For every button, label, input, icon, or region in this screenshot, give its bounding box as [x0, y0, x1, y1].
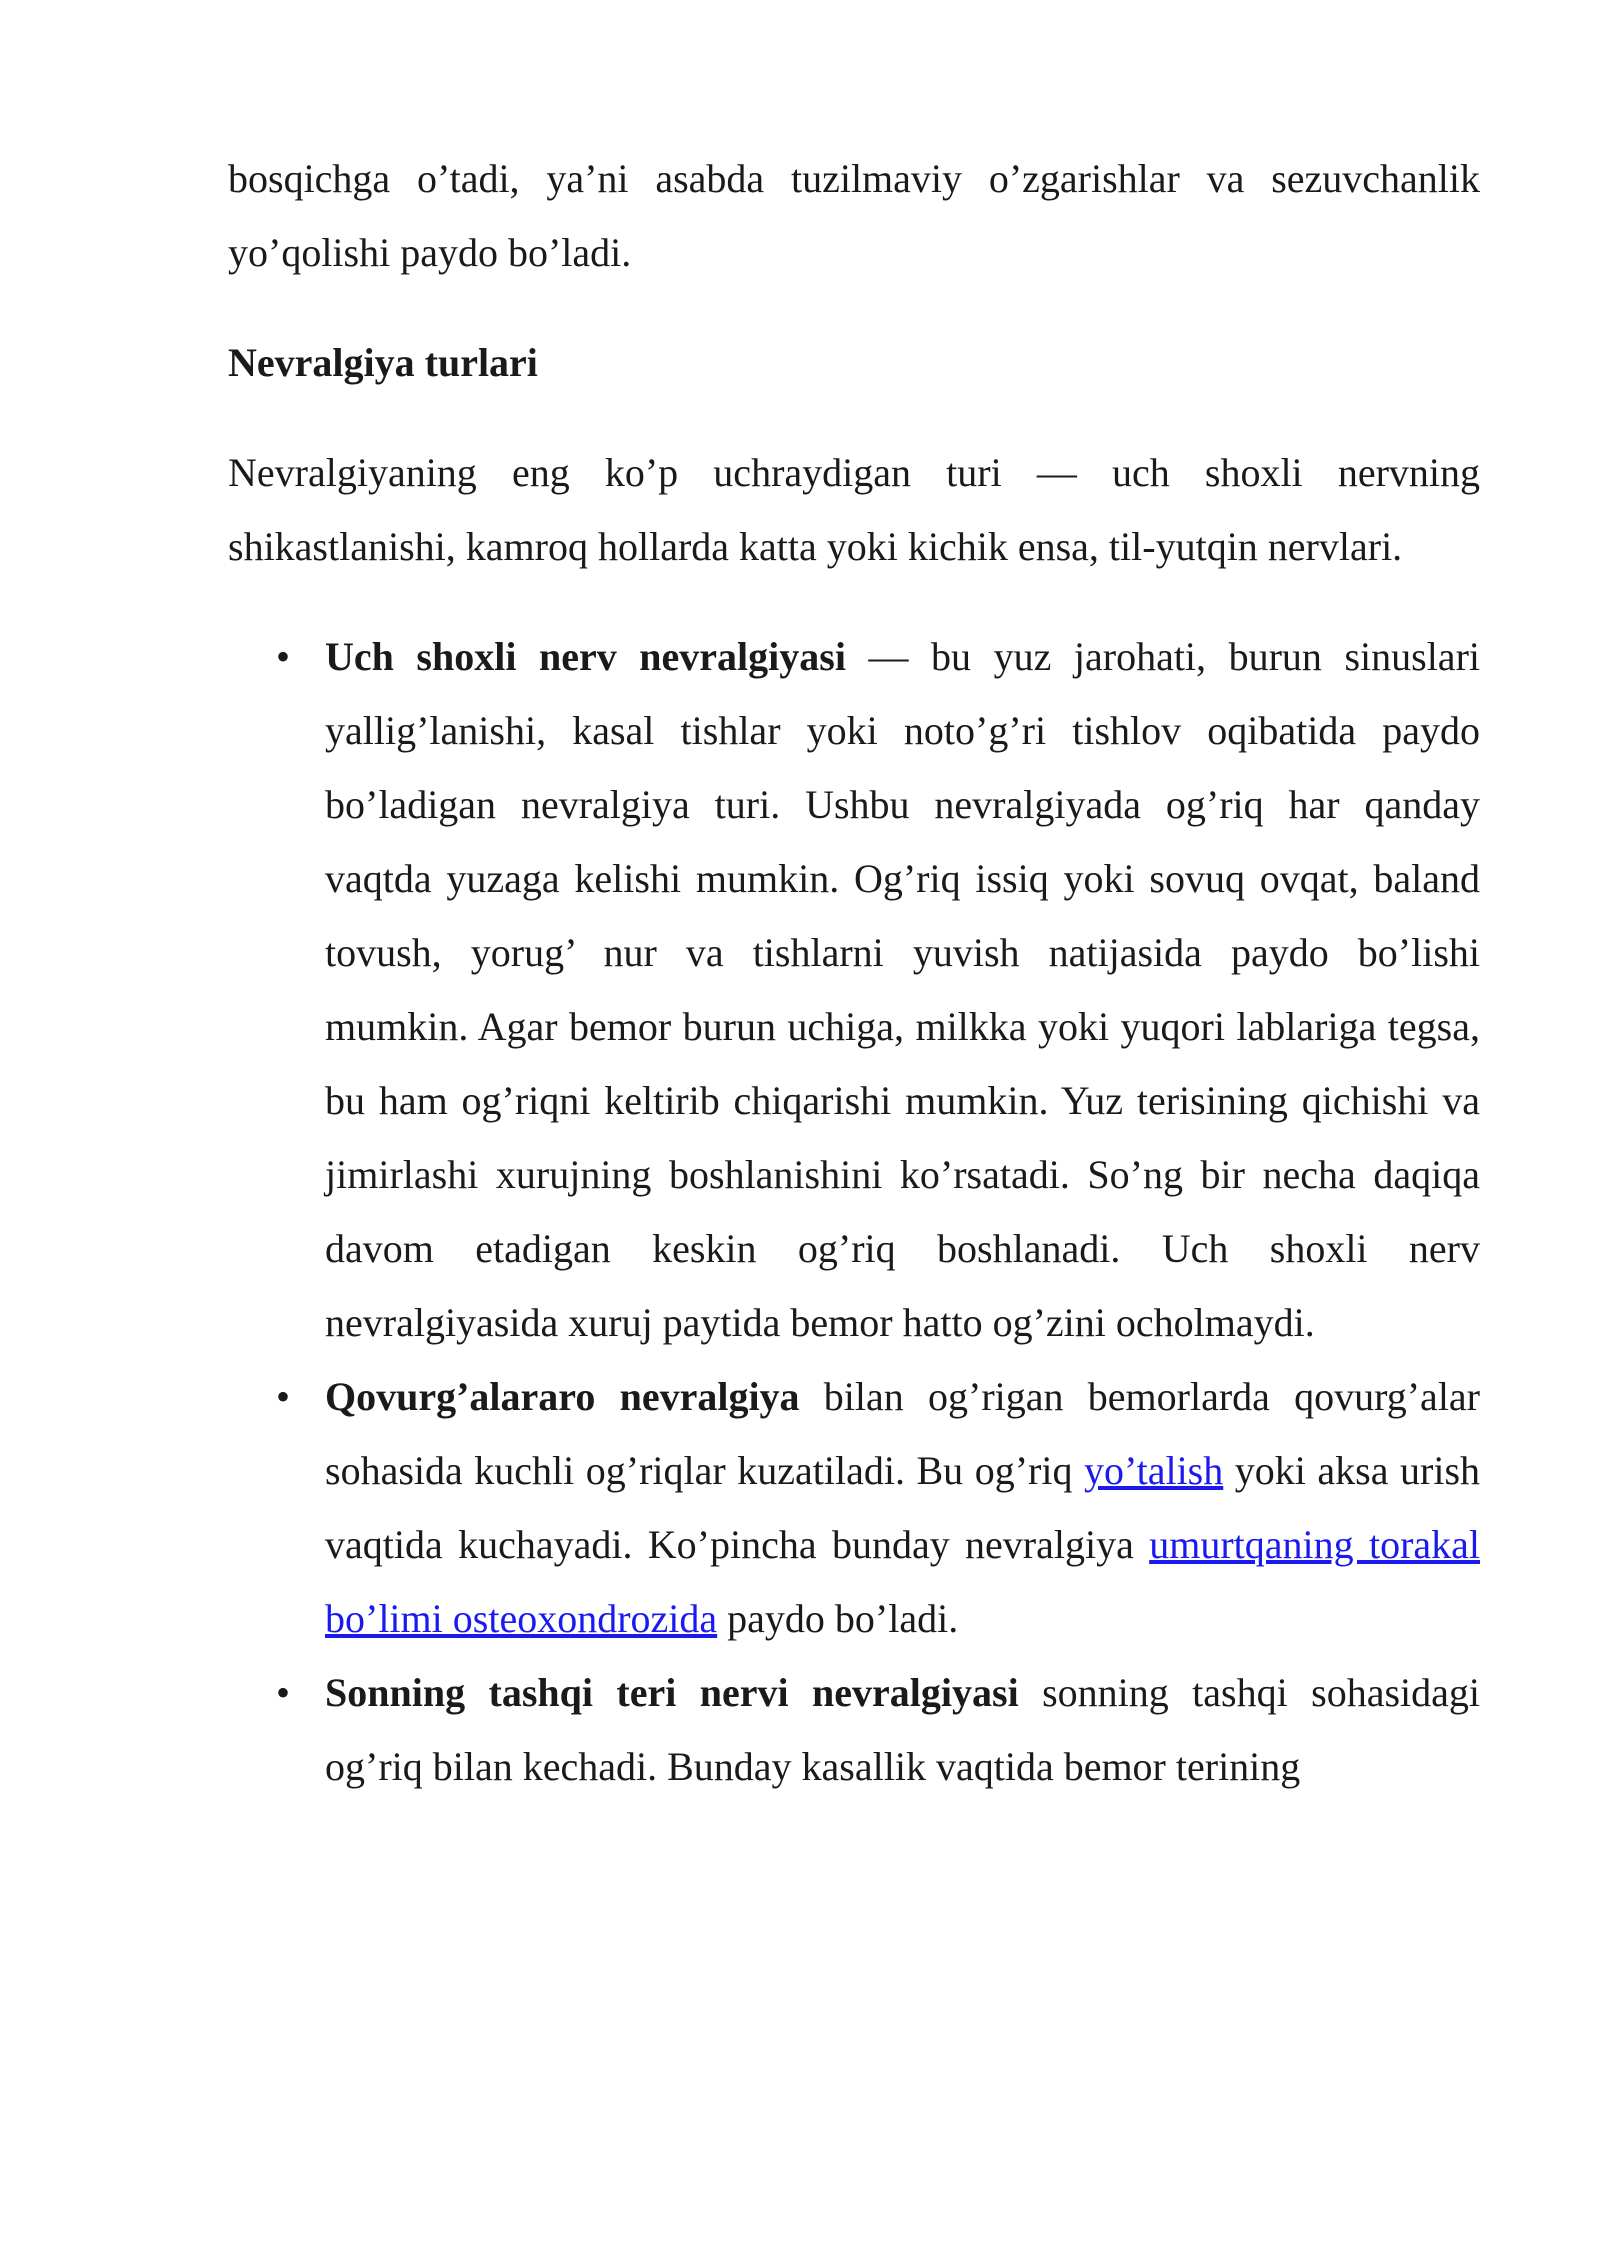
term-trigeminal: Uch shoxli nerv nevralgiyasi: [325, 634, 846, 679]
bullet-icon: •: [276, 1374, 291, 1419]
bullet-icon: •: [276, 1670, 291, 1715]
types-paragraph: Nevralgiyaning eng ko’p uchraydigan turi — uch shoxli nervning shikastlanishi, kamroq hollarda katta yoki kichik ensa, til-yutqin nervlari.: [228, 450, 1480, 569]
description-intercostal-part-1: bilan og’rigan bemorlarda qovurg’alar sohasida kuchli og’riqlar kuzatiladi. Bu og’riq: [325, 1374, 1481, 1493]
description-trigeminal: — bu yuz jarohati, burun sinuslari yallig’lanishi, kasal tishlar yoki noto’g’ri tishlov oqibatida paydo bo’ladigan nevralgiya turi. Ushbu nevralgiyada og’riq har qanday vaqtda yuzaga kelishi mumkin. Og’riq issiq yoki sovuq ovqat, baland tovush, yorug’ nur va tishlarni yuvish natijasida paydo bo’lishi mumkin. Agar bemor burun uchiga, milkka yoki yuqori lablariga tegsa, bu ham og’riqni keltirib chiqarishi mumkin. Yuz terisining qichishi va jimirlashi xurujning boshlanishini ko’rsatadi. So’ng bir necha daqiqa davom etadigan keskin og’riq boshlanadi. Uch shoxli nerv nevralgiyasida xuruj paytida bemor hatto og’zini ocholmaydi.: [325, 634, 1480, 1345]
neuralgia-types-list: [228, 620, 1480, 1804]
link-coughing[interactable]: yo’talish: [1083, 1448, 1224, 1493]
link-thoracic-osteochondrosis[interactable]: umurtqaning torakal bo’limi osteoxondrozida: [325, 1522, 1481, 1641]
list-item-intercostal: [228, 1360, 1480, 1656]
list-item-trigeminal: [228, 620, 1480, 1360]
document-page: [228, 142, 1480, 1804]
term-intercostal: Qovurg’alararo nevralgiya: [325, 1374, 800, 1419]
description-femoral-cutaneous: sonning tashqi sohasidagi og’riq bilan kechadi. Bunday kasallik vaqtida bemor terining: [325, 1670, 1480, 1789]
term-femoral-cutaneous: Sonning tashqi teri nervi nevralgiyasi: [325, 1670, 1019, 1715]
description-intercostal-part-2: yoki aksa urish vaqtida kuchayadi. Ko’pincha bunday nevralgiya: [325, 1448, 1481, 1567]
intro-paragraph: bosqichga o’tadi, ya’ni asabda tuzilmaviy o’zgarishlar va sezuvchanlik yo’qolishi paydo bo’ladi.: [228, 156, 1480, 275]
section-heading: Nevralgiya turlari: [228, 340, 538, 385]
description-intercostal-part-3: paydo bo’ladi.: [717, 1596, 959, 1641]
bullet-icon: •: [276, 634, 291, 679]
list-item-femoral-cutaneous: [228, 1656, 1480, 1804]
